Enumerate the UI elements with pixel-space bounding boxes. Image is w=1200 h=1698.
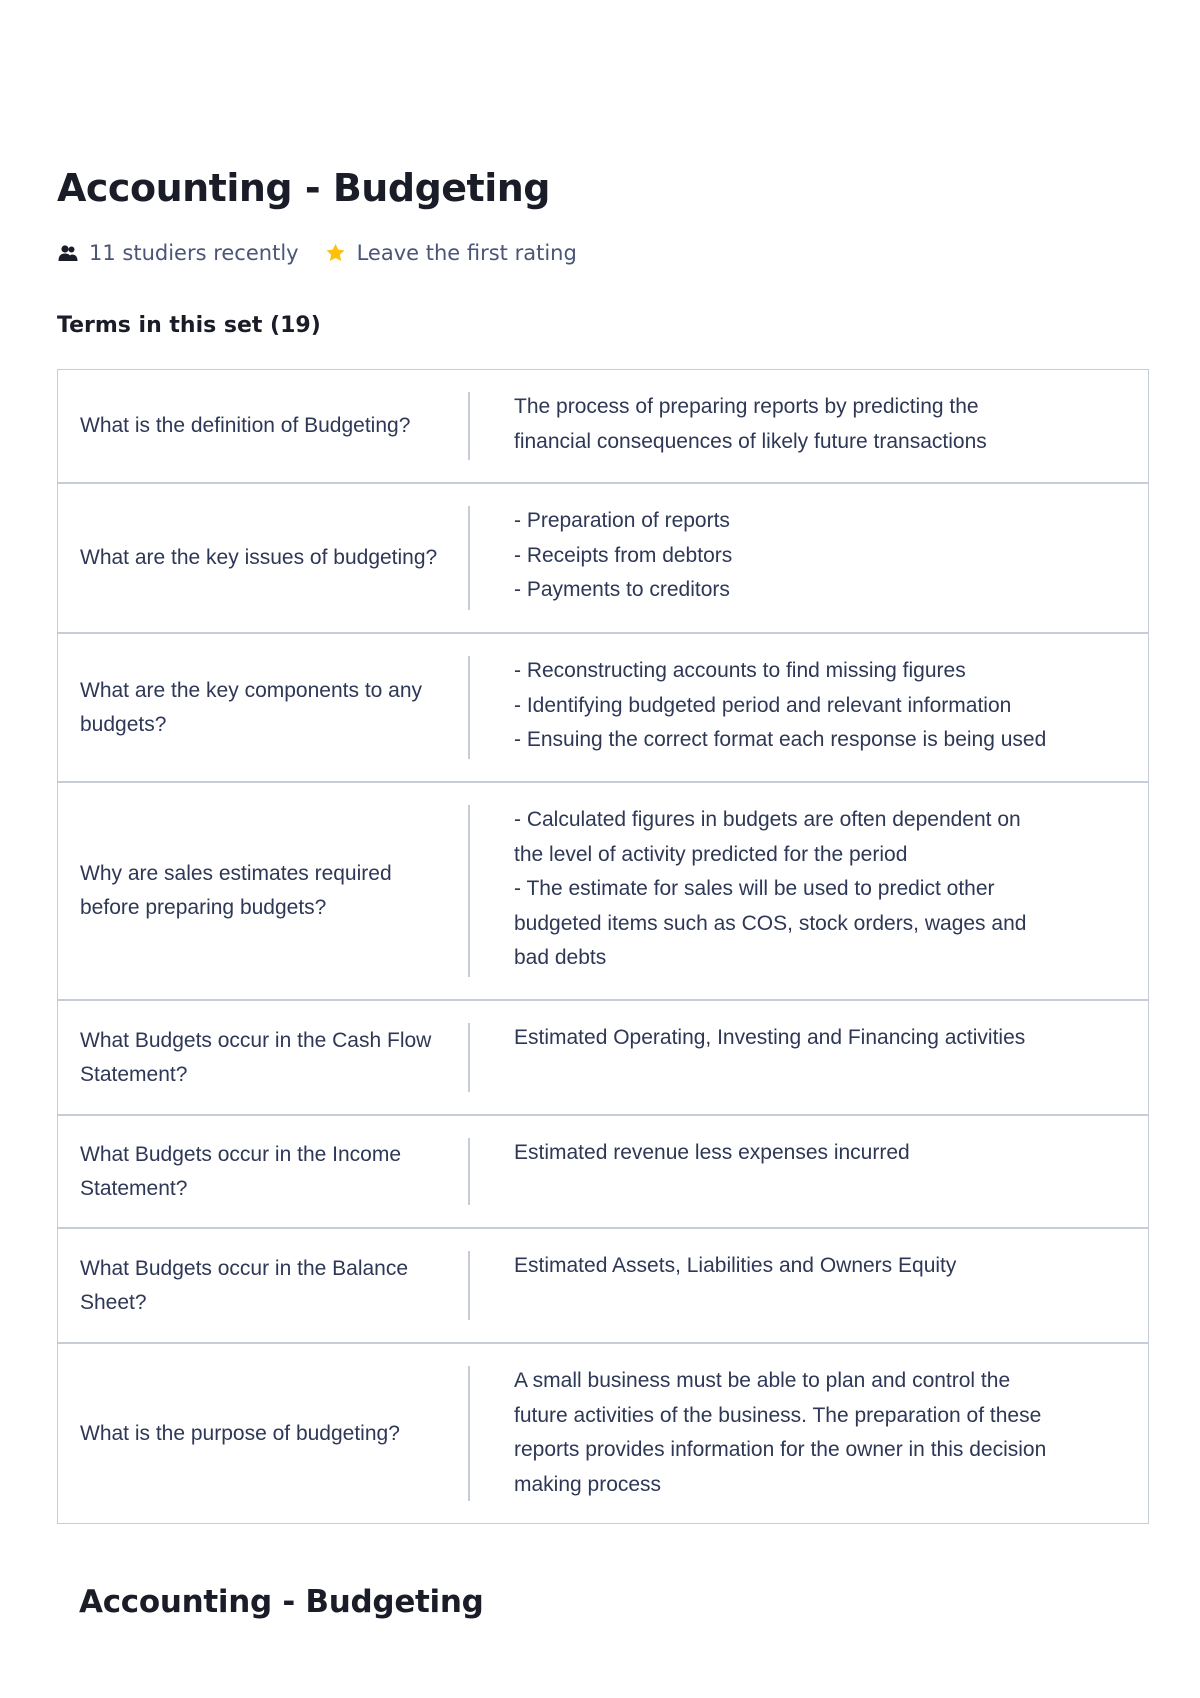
- terms-list: [57, 369, 1149, 1524]
- term-text: What is the purpose of budgeting?: [58, 1344, 470, 1523]
- term-card: [58, 482, 1148, 632]
- term-text: What is the definition of Budgeting?: [58, 370, 470, 482]
- term-text: Why are sales estimates required before preparing budgets?: [58, 783, 470, 999]
- term-text: What are the key components to any budgets?: [58, 634, 470, 781]
- users-icon: [57, 242, 79, 264]
- definition-text: - Reconstructing accounts to find missing figures - Identifying budgeted period and relevant information - Ensuing the correct format each response is being used: [514, 659, 1047, 751]
- definition-text: The process of preparing reports by predicting the financial consequences of likely future transactions: [514, 395, 987, 453]
- term-card: [58, 781, 1148, 999]
- term-text: What are the key issues of budgeting?: [58, 484, 470, 632]
- term-text: What Budgets occur in the Cash Flow Statement?: [58, 1001, 470, 1114]
- terms-section-label: Terms in this set (19): [57, 313, 321, 338]
- term-card: [58, 999, 1148, 1114]
- definition-text: Estimated revenue less expenses incurred: [514, 1141, 910, 1164]
- leave-rating-link[interactable]: Leave the first rating: [356, 241, 577, 265]
- definition-text: Estimated Assets, Liabilities and Owners Equity: [514, 1254, 957, 1277]
- term-card: [58, 632, 1148, 781]
- page-title: Accounting - Budgeting: [57, 166, 550, 210]
- definition-text: Estimated Operating, Investing and Financing activities: [514, 1026, 1026, 1049]
- term-card: [58, 1114, 1148, 1227]
- term-text: What Budgets occur in the Balance Sheet?: [58, 1229, 470, 1342]
- set-meta: [57, 238, 577, 268]
- studiers-count: 11 studiers recently: [89, 241, 299, 265]
- definition-text: - Preparation of reports - Receipts from debtors - Payments to creditors: [514, 509, 733, 601]
- term-card: [58, 1342, 1148, 1523]
- star-icon[interactable]: [325, 242, 347, 264]
- term-text: What Budgets occur in the Income Statement?: [58, 1116, 470, 1227]
- definition-text: - Calculated figures in budgets are often dependent on the level of activity predicted for the period - The estimate for sales will be used to predict other budgeted items such as COS, stock orders, wages and bad debts: [514, 808, 1027, 969]
- footer-title: Accounting - Budgeting: [79, 1584, 484, 1620]
- definition-text: A small business must be able to plan and control the future activities of the business. The preparation of these reports provides information for the owner in this decision making process: [514, 1369, 1047, 1496]
- term-card: [58, 370, 1148, 482]
- term-card: [58, 1227, 1148, 1342]
